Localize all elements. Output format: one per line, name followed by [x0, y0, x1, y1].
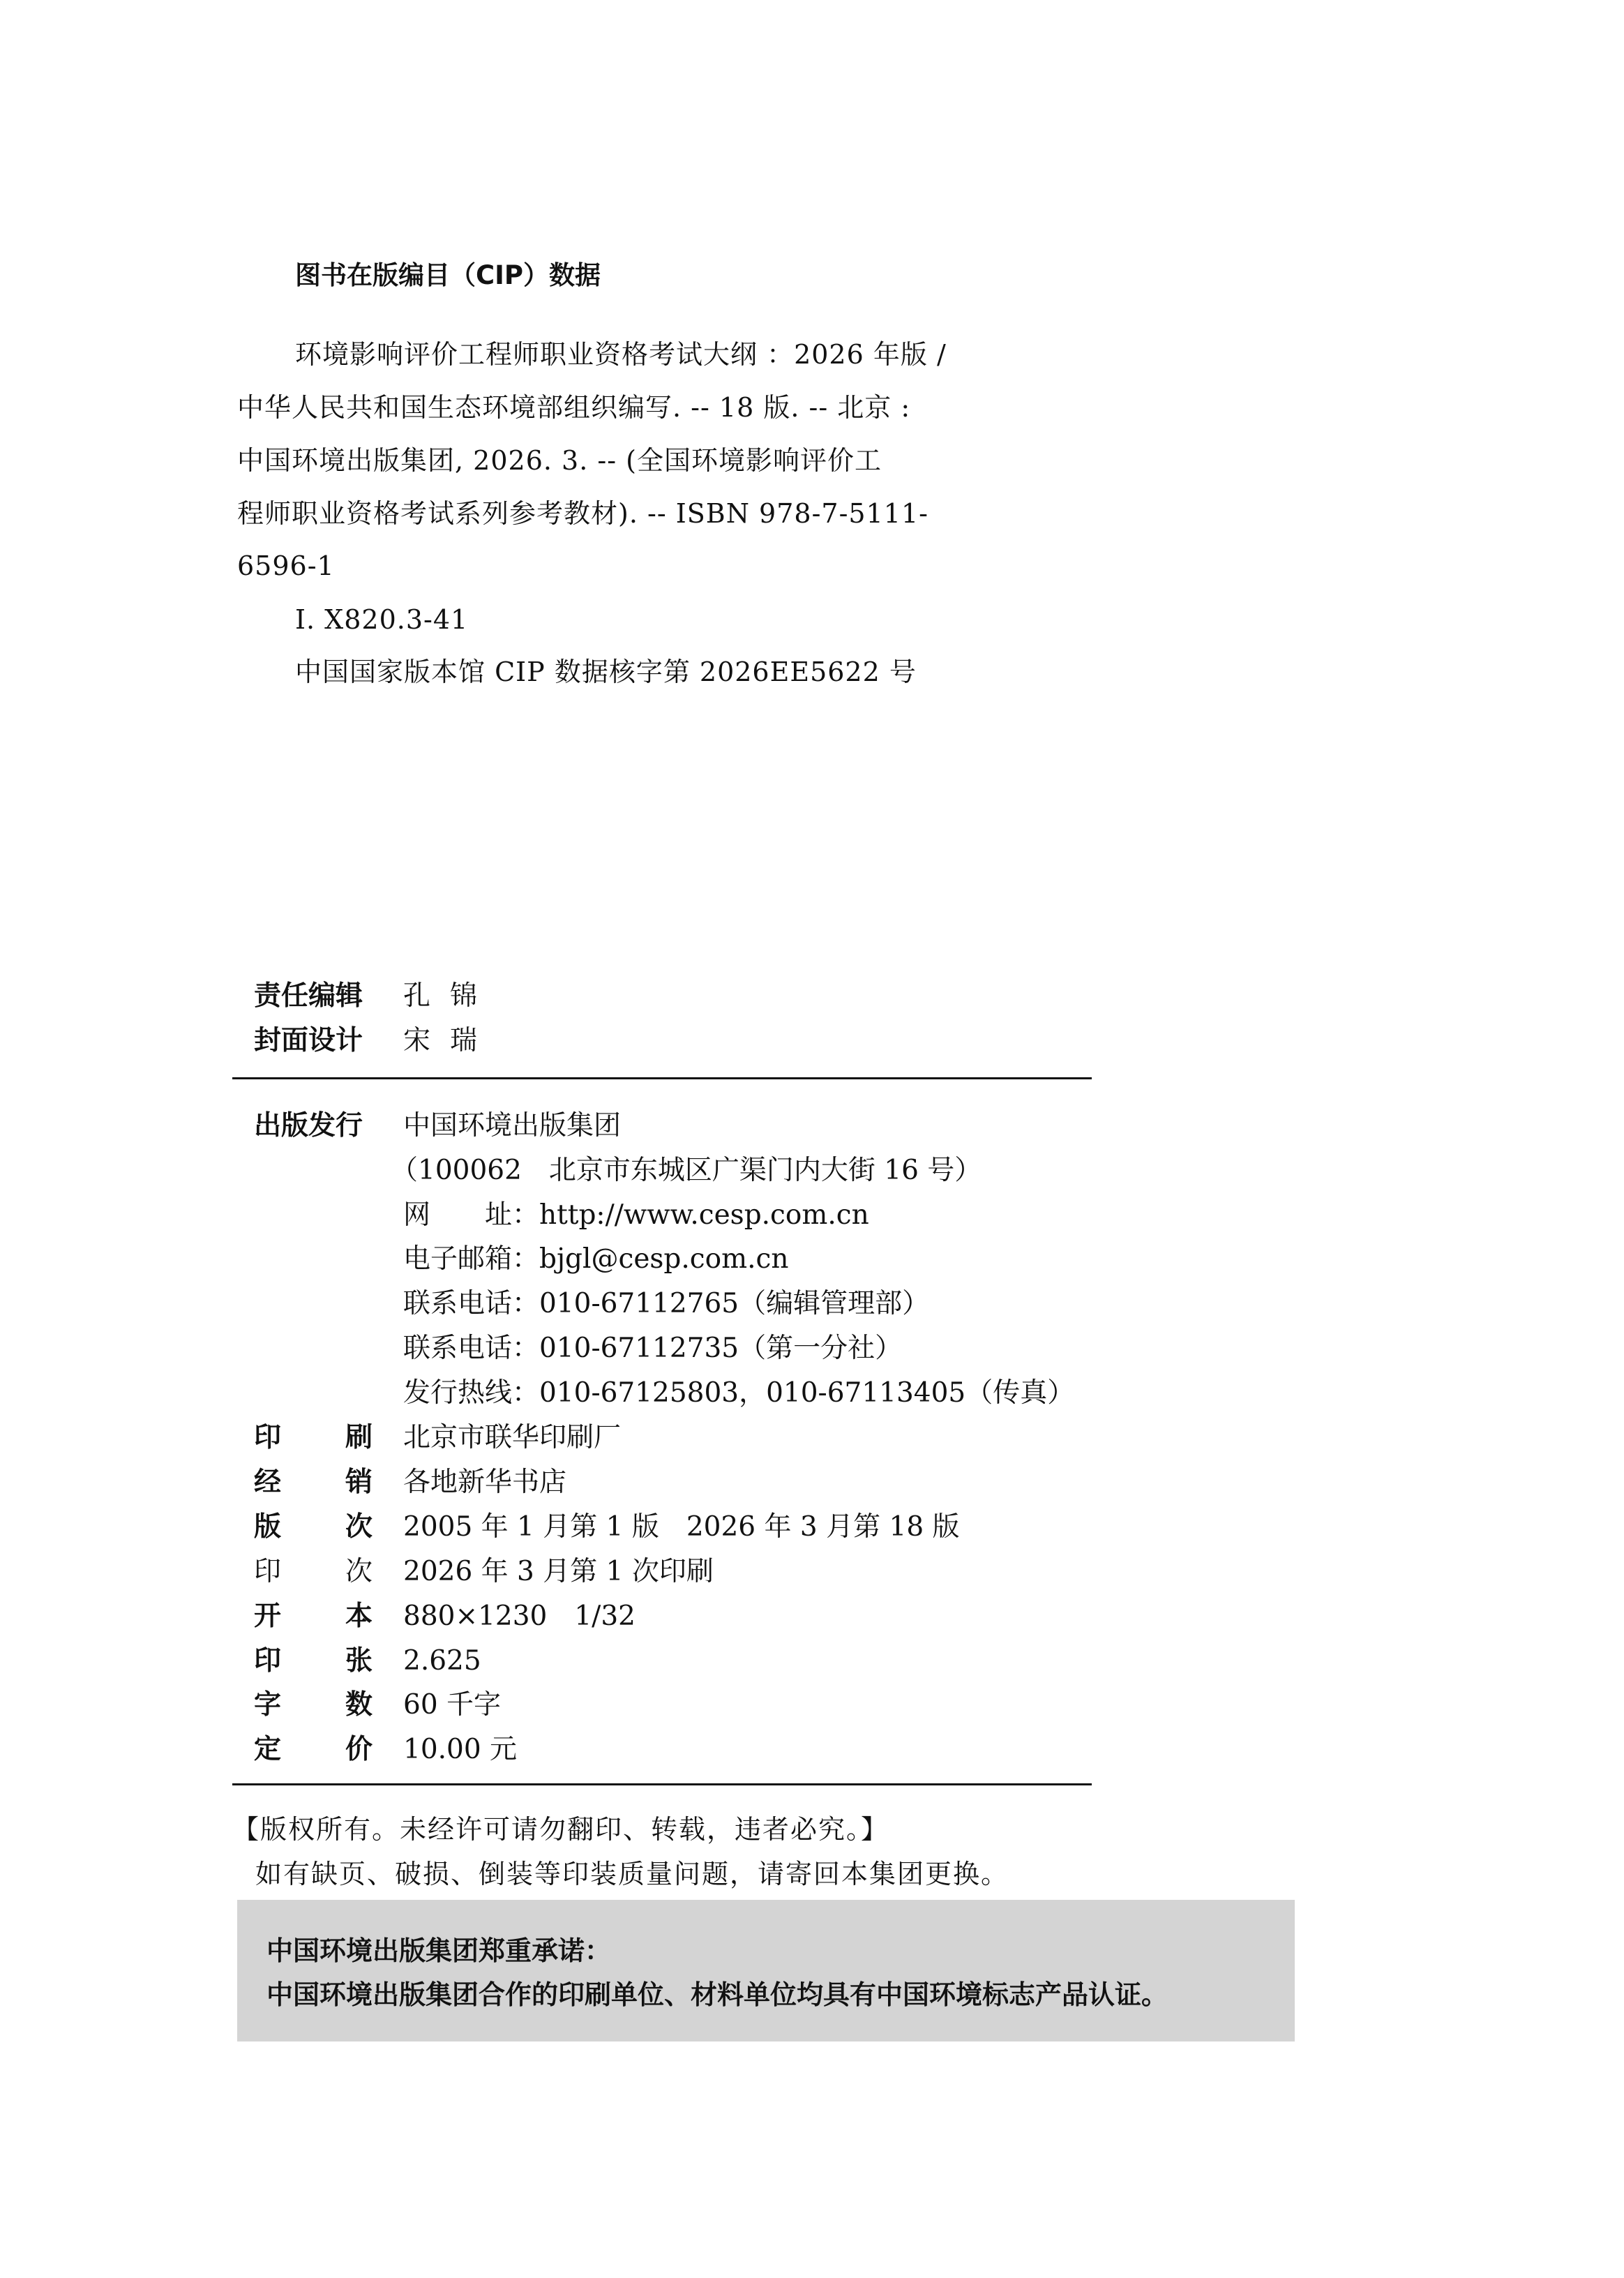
staff-value-editor: 孔锦	[403, 980, 497, 1012]
publisher-label: 出版发行	[254, 1110, 363, 1141]
detail-value-printer: 北京市联华印刷厂	[403, 1422, 622, 1453]
detail-value-distributor: 各地新华书店	[403, 1467, 567, 1498]
cip-classification: Ⅰ. X820.3-41	[295, 604, 469, 635]
detail-label-sheets	[254, 1640, 373, 1682]
cip-line: 中华人民共和国生态环境部组织编写. -- 18 版. -- 北京 :	[237, 392, 911, 423]
cip-line: 环境影响评价工程师职业资格考试大纲 ：2026 年版 /	[295, 339, 947, 370]
label-char: 刷	[345, 1422, 373, 1453]
cip-title: 图书在版编目（CIP）数据	[295, 260, 601, 290]
detail-label-price	[254, 1729, 373, 1771]
copyright-notice: 【版权所有。未经许可请勿翻印、转载，违者必究。】	[232, 1814, 889, 1845]
label-char: 次	[345, 1511, 373, 1543]
label-char: 定	[254, 1734, 282, 1765]
pledge-box	[237, 1900, 1295, 2041]
cip-line: 中国环境出版集团, 2026. 3. -- (全国环境影响评价工	[237, 445, 882, 476]
publisher-email: 电子邮箱：bjgl@cesp.com.cn	[403, 1243, 789, 1275]
detail-label-distributor	[254, 1462, 373, 1504]
publisher-hotline: 发行热线：010-67125803，010-67113405（传真）	[403, 1377, 1075, 1409]
label-char: 印	[254, 1422, 282, 1453]
pledge-title: 中国环境出版集团郑重承诺：	[266, 1935, 612, 1966]
detail-label-format	[254, 1596, 373, 1638]
label-char: 印	[254, 1556, 282, 1587]
pledge-text: 中国环境出版集团合作的印刷单位、材料单位均具有中国环境标志产品认证。	[266, 1979, 1168, 2010]
publisher-website: 网 址：http://www.cesp.com.cn	[403, 1199, 869, 1231]
detail-value-wordcount: 60 千字	[403, 1689, 502, 1721]
defects-notice: 如有缺页、破损、倒装等印装质量问题，请寄回本集团更换。	[255, 1859, 1009, 1889]
detail-value-sheets: 2.625	[403, 1645, 481, 1677]
label-char: 销	[345, 1467, 373, 1498]
publisher-address: （100062 北京市东城区广渠门内大街 16 号）	[391, 1155, 982, 1186]
detail-value-printing: 2026 年 3 月第 1 次印刷	[403, 1556, 714, 1587]
label-char: 价	[345, 1734, 373, 1765]
label-char: 印	[254, 1645, 282, 1677]
label-char: 本	[345, 1601, 373, 1632]
divider-top	[232, 1077, 1092, 1079]
detail-value-edition: 2005 年 1 月第 1 版 2026 年 3 月第 18 版	[403, 1511, 960, 1543]
cip-line: 6596-1	[237, 550, 335, 581]
label-char: 次	[345, 1556, 373, 1587]
staff-label-editor: 责任编辑	[254, 980, 363, 1012]
label-char: 版	[254, 1511, 282, 1543]
label-char: 字	[254, 1689, 282, 1721]
detail-value-price: 10.00 元	[403, 1734, 518, 1765]
cip-line: 程师职业资格考试系列参考教材). -- ISBN 978-7-5111-	[237, 498, 928, 529]
label-char: 经	[254, 1467, 282, 1498]
label-char: 张	[345, 1645, 373, 1677]
cip-record-number: 中国国家版本馆 CIP 数据核字第 2026EE5622 号	[295, 657, 917, 687]
publisher-phone-editorial: 联系电话：010-67112765（编辑管理部）	[403, 1288, 930, 1319]
staff-label-cover: 封面设计	[254, 1025, 363, 1056]
detail-label-printer	[254, 1417, 373, 1459]
detail-value-format: 880×1230 1/32	[403, 1601, 636, 1632]
label-char: 开	[254, 1601, 282, 1632]
publisher-phone-branch: 联系电话：010-67112735（第一分社）	[403, 1333, 903, 1364]
divider-bottom	[232, 1783, 1092, 1785]
label-char: 数	[345, 1689, 373, 1721]
staff-value-cover: 宋瑞	[403, 1025, 497, 1056]
detail-label-edition	[254, 1506, 373, 1548]
detail-label-printing	[254, 1551, 373, 1593]
detail-label-wordcount	[254, 1684, 373, 1726]
publisher-name: 中国环境出版集团	[403, 1110, 622, 1141]
